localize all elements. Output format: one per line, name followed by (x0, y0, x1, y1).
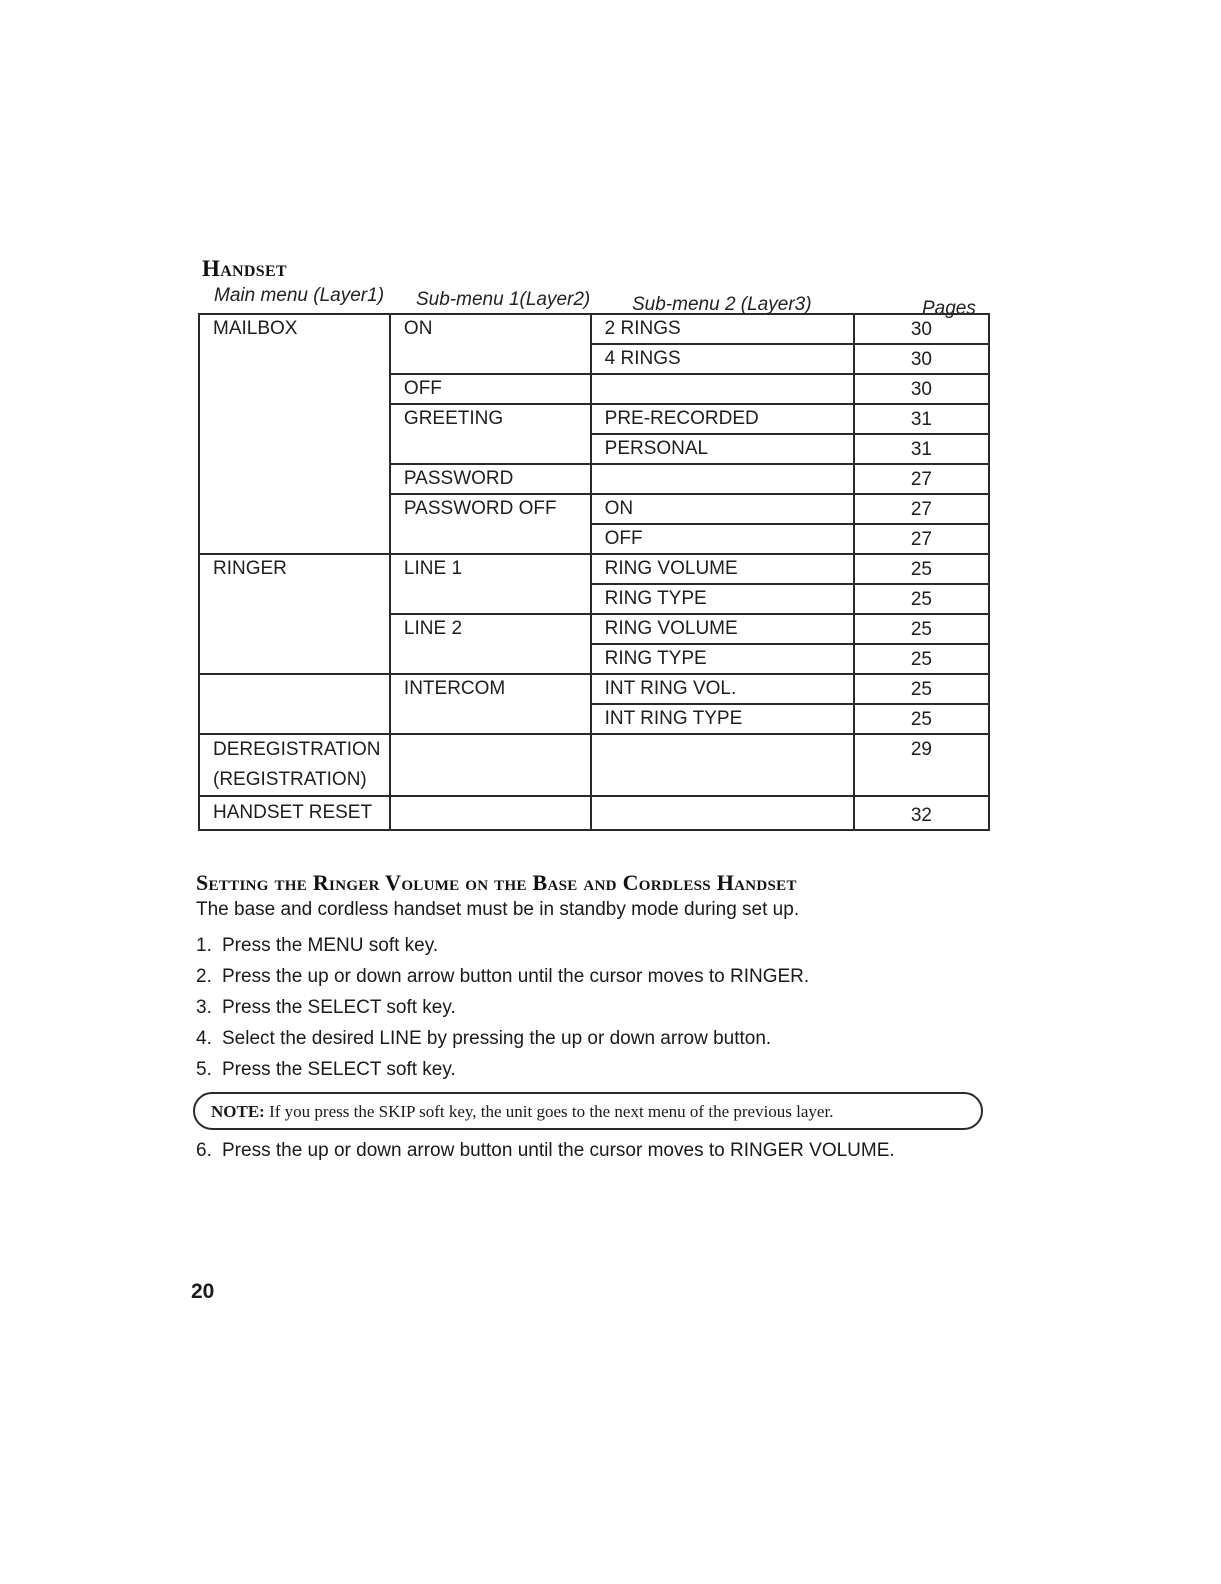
list-item (196, 930, 809, 961)
sub-menu-2-cell: 2 RINGS (591, 314, 854, 344)
table-row (199, 734, 989, 796)
page-ref-cell: 31 (854, 434, 989, 464)
sub-menu-1-cell: PASSWORD (390, 464, 591, 494)
page-ref-cell: 30 (854, 344, 989, 374)
note-text: If you press the SKIP soft key, the unit goes to the next menu of the previous layer. (264, 1102, 834, 1121)
list-item (196, 961, 809, 992)
step-number: 1. (196, 935, 212, 956)
steps-list (196, 930, 809, 1085)
sub-menu-2-cell (591, 734, 854, 796)
list-item (196, 1054, 809, 1085)
page-ref-cell: 25 (854, 614, 989, 644)
list-item (196, 1023, 809, 1054)
table-row (199, 674, 989, 704)
sub-menu-2-cell (591, 464, 854, 494)
step-text: Press the SELECT soft key. (222, 997, 456, 1018)
sub-menu-1-cell: ON (390, 314, 591, 374)
step-number: 6. (196, 1140, 212, 1161)
sub-menu-1-cell: GREETING (390, 404, 591, 464)
handset-menu-table (198, 313, 990, 831)
sub-menu-1-cell: LINE 1 (390, 554, 591, 614)
page-ref-cell: 25 (854, 704, 989, 734)
step-text: Press the up or down arrow button until the cursor moves to RINGER VOLUME. (222, 1140, 895, 1161)
sub-menu-2-cell: RING TYPE (591, 644, 854, 674)
sub-menu-2-cell (591, 374, 854, 404)
step-number: 2. (196, 966, 212, 987)
handset-heading: Handset (202, 256, 287, 281)
list-item (196, 992, 809, 1023)
sub-menu-1-cell: OFF (390, 374, 591, 404)
page-ref-cell: 32 (854, 796, 989, 830)
sub-menu-2-cell: OFF (591, 524, 854, 554)
sub-menu-2-cell: 4 RINGS (591, 344, 854, 374)
ringer-volume-heading: Setting the Ringer Volume on the Base and Cordless Handset (196, 870, 797, 895)
table-row (199, 796, 989, 830)
page-number: 20 (191, 1280, 215, 1303)
step-text: Press the up or down arrow button until the cursor moves to RINGER. (222, 966, 810, 987)
step-text: Press the SELECT soft key. (222, 1059, 456, 1080)
sub-menu-2-cell: INT RING VOL. (591, 674, 854, 704)
sub-menu-2-cell: PERSONAL (591, 434, 854, 464)
table-row (199, 314, 989, 344)
main-menu-cell (199, 734, 390, 796)
intro-text: The base and cordless handset must be in standby mode during set up. (196, 899, 800, 920)
step-text: Select the desired LINE by pressing the up or down arrow button. (222, 1028, 772, 1049)
step-number: 4. (196, 1028, 212, 1049)
deregistration-label: DEREGISTRATION (213, 739, 381, 760)
column-header-main-menu: Main menu (Layer1) (214, 285, 385, 306)
column-header-sub-menu-2: Sub-menu 2 (Layer3) (632, 294, 812, 315)
main-menu-cell (199, 674, 390, 734)
sub-menu-1-cell (390, 734, 591, 796)
page-ref-cell: 31 (854, 404, 989, 434)
sub-menu-1-cell: PASSWORD OFF (390, 494, 591, 554)
sub-menu-2-cell: RING VOLUME (591, 554, 854, 584)
main-menu-cell: MAILBOX (199, 314, 390, 554)
page-ref-cell: 25 (854, 554, 989, 584)
sub-menu-2-cell: RING VOLUME (591, 614, 854, 644)
step-number: 5. (196, 1059, 212, 1080)
sub-menu-2-cell: ON (591, 494, 854, 524)
page-ref-cell: 30 (854, 374, 989, 404)
note-label: NOTE: (211, 1102, 265, 1121)
steps-list-continued (196, 1135, 895, 1166)
main-menu-cell: RINGER (199, 554, 390, 674)
registration-label: (REGISTRATION) (213, 769, 367, 790)
step-text: Press the MENU soft key. (222, 935, 439, 956)
main-menu-cell: HANDSET RESET (199, 796, 390, 830)
page-ref-cell: 27 (854, 524, 989, 554)
page-ref-cell: 29 (854, 734, 989, 796)
page-ref-cell: 30 (854, 314, 989, 344)
sub-menu-2-cell: INT RING TYPE (591, 704, 854, 734)
sub-menu-1-cell: INTERCOM (390, 674, 591, 734)
page-ref-cell: 27 (854, 464, 989, 494)
sub-menu-1-cell: LINE 2 (390, 614, 591, 674)
sub-menu-2-cell: PRE-RECORDED (591, 404, 854, 434)
column-header-pages: Pages (922, 298, 976, 319)
table-row (199, 554, 989, 584)
page-ref-cell: 25 (854, 674, 989, 704)
sub-menu-2-cell (591, 796, 854, 830)
note-box (193, 1092, 983, 1130)
column-header-sub-menu-1: Sub-menu 1(Layer2) (416, 289, 591, 310)
sub-menu-2-cell: RING TYPE (591, 584, 854, 614)
step-number: 3. (196, 997, 212, 1018)
page-ref-cell: 25 (854, 584, 989, 614)
sub-menu-1-cell (390, 796, 591, 830)
page-ref-cell: 25 (854, 644, 989, 674)
list-item (196, 1135, 895, 1166)
page-ref-cell: 27 (854, 494, 989, 524)
